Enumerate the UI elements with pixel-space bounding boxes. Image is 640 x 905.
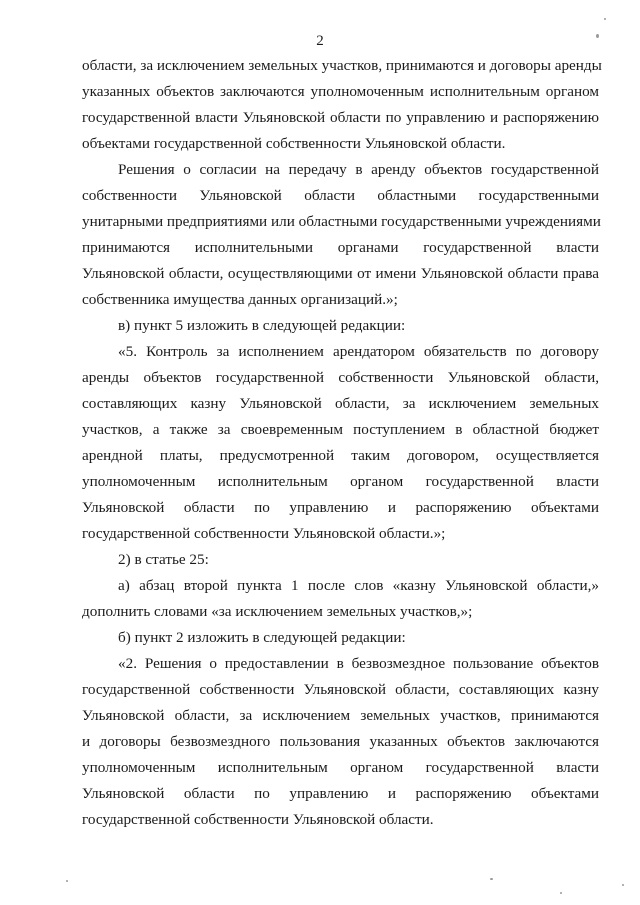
text-line: принимаются исполнительными органами государственной власти <box>82 239 599 256</box>
text-line: государственной собственности Ульяновской области. <box>82 811 434 828</box>
text-line: собственности Ульяновской области областными государственными <box>82 187 599 204</box>
text-line: составляющих казну Ульяновской области, за исключением земельных <box>82 395 599 412</box>
text-line: «2. Решения о предоставлении в безвозмездное пользование объектов <box>118 655 599 672</box>
text-line: указанных объектов заключаются уполномоченным исполнительным органом <box>82 83 599 100</box>
text-line: унитарными предприятиями или областными государственными учреждениями <box>82 213 601 230</box>
text-line: б) пункт 2 изложить в следующей редакции: <box>118 629 406 646</box>
text-line: дополнить словами «за исключением земельных участков,»; <box>82 603 473 620</box>
scan-speck <box>490 878 493 880</box>
text-line: объектами государственной собственности Ульяновской области. <box>82 135 506 152</box>
text-line: государственной собственности Ульяновской области.»; <box>82 525 446 542</box>
page-number: 2 <box>316 33 324 49</box>
text-line: аренды объектов государственной собственности Ульяновской области, <box>82 369 599 386</box>
text-line: «5. Контроль за исполнением арендатором обязательств по договору <box>118 343 599 360</box>
scan-speck <box>604 18 606 20</box>
scan-speck <box>622 884 624 886</box>
text-line: Ульяновской области по управлению и распоряжению объектами <box>82 499 599 516</box>
text-line: государственной власти Ульяновской области по управлению и распоряжению <box>82 109 599 126</box>
scan-speck <box>596 34 599 38</box>
text-line: собственника имущества данных организаций.»; <box>82 291 398 308</box>
scan-speck <box>560 892 562 894</box>
text-line: арендной платы, предусмотренной таким договором, осуществляется <box>82 447 599 464</box>
text-line: а) абзац второй пункта 1 после слов «казну Ульяновской области,» <box>118 577 599 594</box>
text-line: Ульяновской области, за исключением земельных участков, принимаются <box>82 707 599 724</box>
text-line: уполномоченным исполнительным органом государственной власти <box>82 473 599 490</box>
text-line: и договоры безвозмездного пользования указанных объектов заключаются <box>82 733 599 750</box>
text-line: 2) в статье 25: <box>118 551 209 568</box>
text-line: участков, а также за своевременным поступлением в областной бюджет <box>82 421 599 438</box>
text-line: государственной собственности Ульяновской области, составляющих казну <box>82 681 599 698</box>
text-line: в) пункт 5 изложить в следующей редакции: <box>118 317 406 334</box>
text-line: Решения о согласии на передачу в аренду объектов государственной <box>118 161 599 178</box>
text-line: уполномоченным исполнительным органом государственной власти <box>82 759 599 776</box>
text-line: Ульяновской области по управлению и распоряжению объектами <box>82 785 599 802</box>
text-line: Ульяновской области, осуществляющими от имени Ульяновской области права <box>82 265 599 282</box>
scan-speck <box>66 880 68 882</box>
text-line: области, за исключением земельных участков, принимаются и договоры аренды <box>82 57 602 74</box>
